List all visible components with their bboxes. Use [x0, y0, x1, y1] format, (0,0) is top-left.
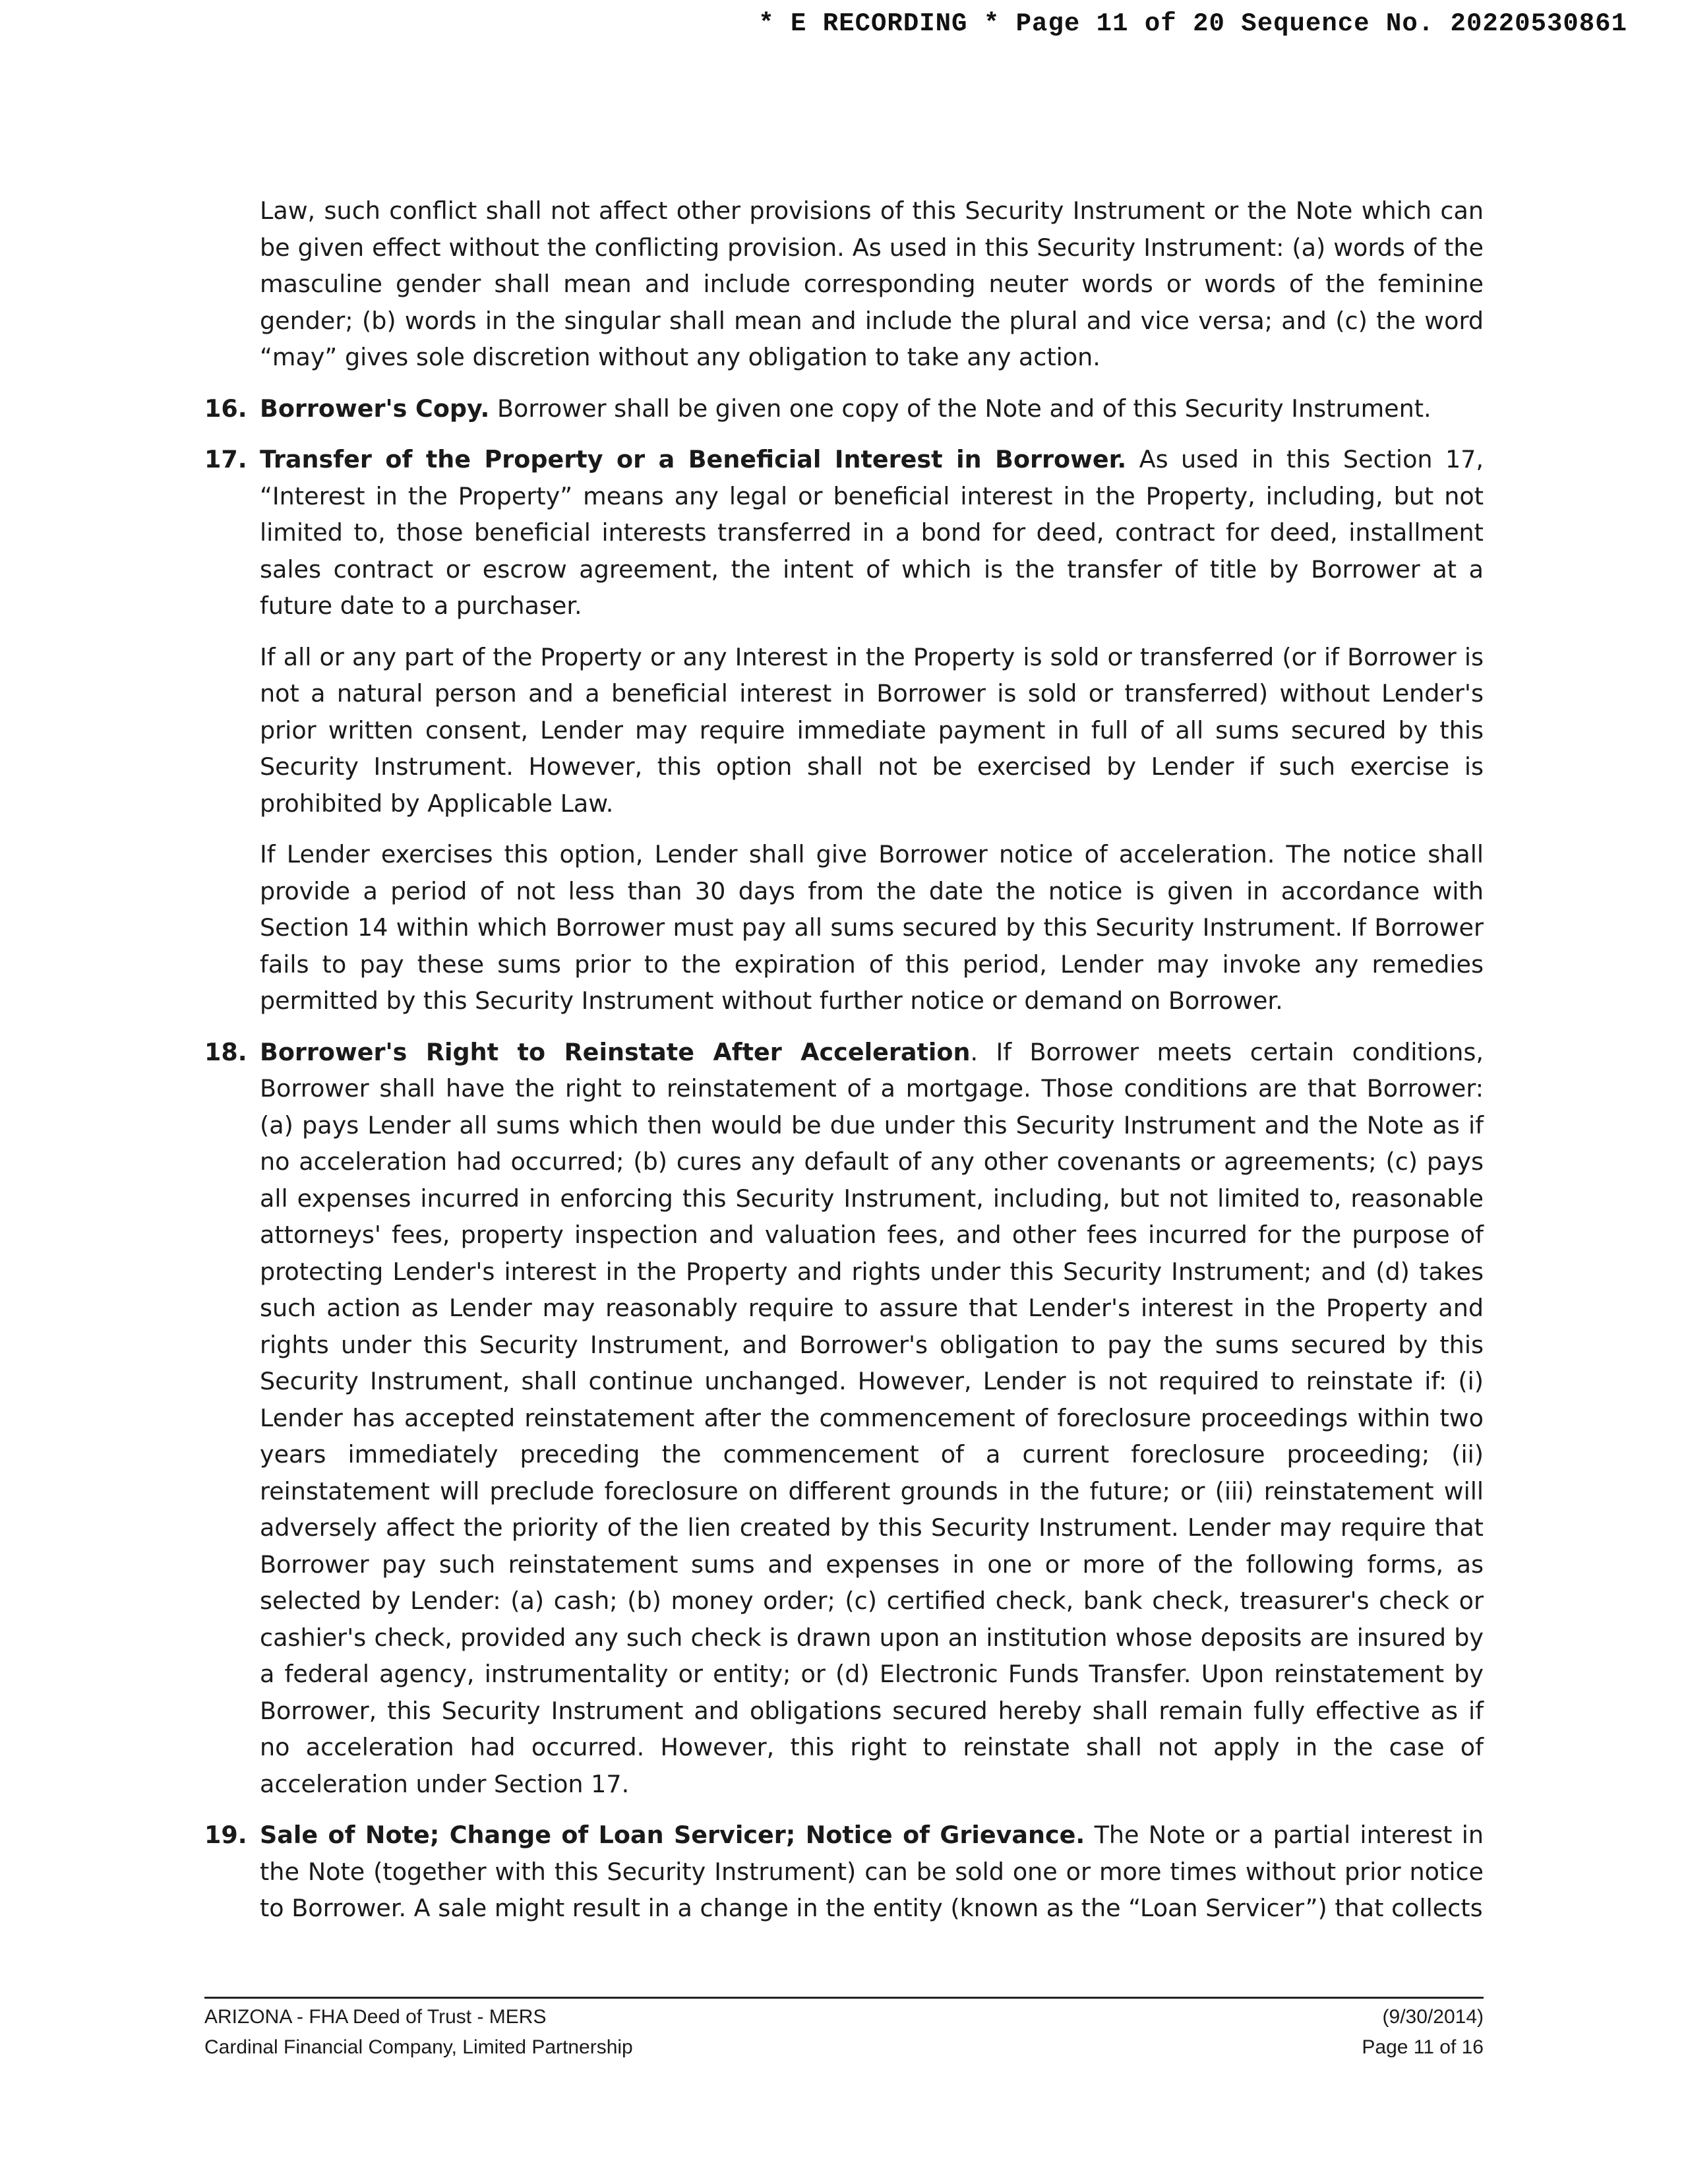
section-16 — [204, 390, 1484, 427]
section-15-continuation: Law, such conflict shall not affect other provisions of this Security Instrument or the Note which can be given effect without the conflicting provision. As used in this Security Instrument: (a) words of the masculine gender shall mean and include corresponding neuter words or words of the feminine gender; (b) words in the singular shall mean and include the plural and vice versa; and (c) the word “may” gives sole discretion without any obligation to take any action. — [260, 197, 1484, 371]
footer-divider — [204, 1997, 1484, 1999]
page-number: Page 11 of 16 — [1362, 2036, 1484, 2058]
recording-stamp: * E RECORDING * Page 11 of 20 Sequence No. 20220530861 — [758, 9, 1627, 38]
section-number: 19. — [204, 1821, 247, 1849]
company-name: Cardinal Financial Company, Limited Partnership — [204, 2036, 633, 2058]
section-text: As used in this Section 17, “Interest in the Property” means any legal or beneficial interest in the Property, including, but not limited to, those beneficial interests transferred in a bond for deed, contract for deed, installment sales contract or escrow agreement, the intent of which is the transfer of title by Borrower at a future date to a purchaser. — [260, 445, 1484, 620]
section-heading: Borrower's Right to Reinstate After Acceleration — [260, 1037, 971, 1066]
section-text: Borrower shall be given one copy of the Note and of this Security Instrument. — [489, 394, 1432, 423]
section-paragraph: If Lender exercises this option, Lender shall give Borrower notice of acceleration. The notice shall provide a period of not less than 30 days from the date the notice is given in accordance with Section 14 within which Borrower must pay all sums secured by this Security Instrument. If Borrower fails to pay these sums prior to the expiration of this period, Lender may invoke any remedies permitted by this Security Instrument without further notice or demand on Borrower. — [260, 840, 1484, 1015]
section-18 — [204, 1034, 1484, 1803]
section-paragraph — [260, 1817, 1484, 1927]
section-number: 16. — [204, 394, 247, 423]
section-19 — [204, 1817, 1484, 1927]
document-body — [204, 193, 1484, 1941]
form-date: (9/30/2014) — [1382, 2006, 1484, 2028]
section-text: . If Borrower meets certain conditions, Borrower shall have the right to reinstatement of a mortgage. Those conditions are that Borrower: (a) pays Lender all sums which then would be due under this Security Instrument and the Note as if no acceleration had occurred; (b) cures any default of any other covenants or agreements; (c) pays all expenses incurred in enforcing this Security Instrument, including, but not limited to, reasonable attorneys' fees, property inspection and valuation fees, and other fees incurred for the purpose of protecting Lender's interest in the Property and rights under this Security Instrument; and (d) takes such action as Lender may reasonably require to assure that Lender's interest in the Property and rights under this Security Instrument, and Borrower's obligation to pay the sums secured by this Security Instrument, shall continue unchanged. However, Lender is not required to reinstate if: (i) Lender has accepted reinstatement after the commencement of foreclosure proceedings within two years immediately preceding the commencement of a current foreclosure proceeding; (ii) reinstatement will preclude foreclosure on different grounds in the future; or (iii) reinstatement will adversely affect the priority of the lien created by this Security Instrument. Lender may require that Borrower pay such reinstatement sums and expenses in one or more of the following forms, as selected by Lender: (a) cash; (b) money order; (c) certified check, bank check, treasurer's check or cashier's check, provided any such check is drawn upon an institution whose deposits are insured by a federal agency, instrumentality or entity; or (d) Electronic Funds Transfer. Upon reinstatement by Borrower, this Security Instrument and obligations secured hereby shall remain fully effective as if no acceleration had occurred. However, this right to reinstate shall not apply in the case of acceleration under Section 17. — [260, 1037, 1484, 1798]
section-paragraph — [260, 1034, 1484, 1803]
section-paragraph — [260, 441, 1484, 624]
section-17 — [204, 441, 1484, 1019]
form-title: ARIZONA - FHA Deed of Trust - MERS — [204, 2006, 547, 2028]
footer-left — [204, 2002, 633, 2063]
section-heading: Transfer of the Property or a Beneficial Interest in Borrower. — [260, 445, 1127, 473]
section-text: The Note or a partial interest in the Note (together with this Security Instrument) can be sold one or more times without prior notice to Borrower. A sale might result in a change in the entity (known as the “Loan Servicer”) that collects — [260, 1821, 1484, 1922]
footer-right — [1362, 2002, 1484, 2063]
section-paragraph: If all or any part of the Property or any Interest in the Property is sold or transferred (or if Borrower is not a natural person and a beneficial interest in Borrower is sold or transferred) without Lender's prior written consent, Lender may require immediate payment in full of all sums secured by this Security Instrument. However, this option shall not be exercised by Lender if such exercise is prohibited by Applicable Law. — [260, 642, 1484, 818]
section-number: 17. — [204, 445, 247, 473]
section-heading: Borrower's Copy. — [260, 394, 490, 423]
section-number: 18. — [204, 1037, 247, 1066]
section-heading: Sale of Note; Change of Loan Servicer; Notice of Grievance. — [260, 1821, 1085, 1849]
section-paragraph — [260, 390, 1484, 427]
